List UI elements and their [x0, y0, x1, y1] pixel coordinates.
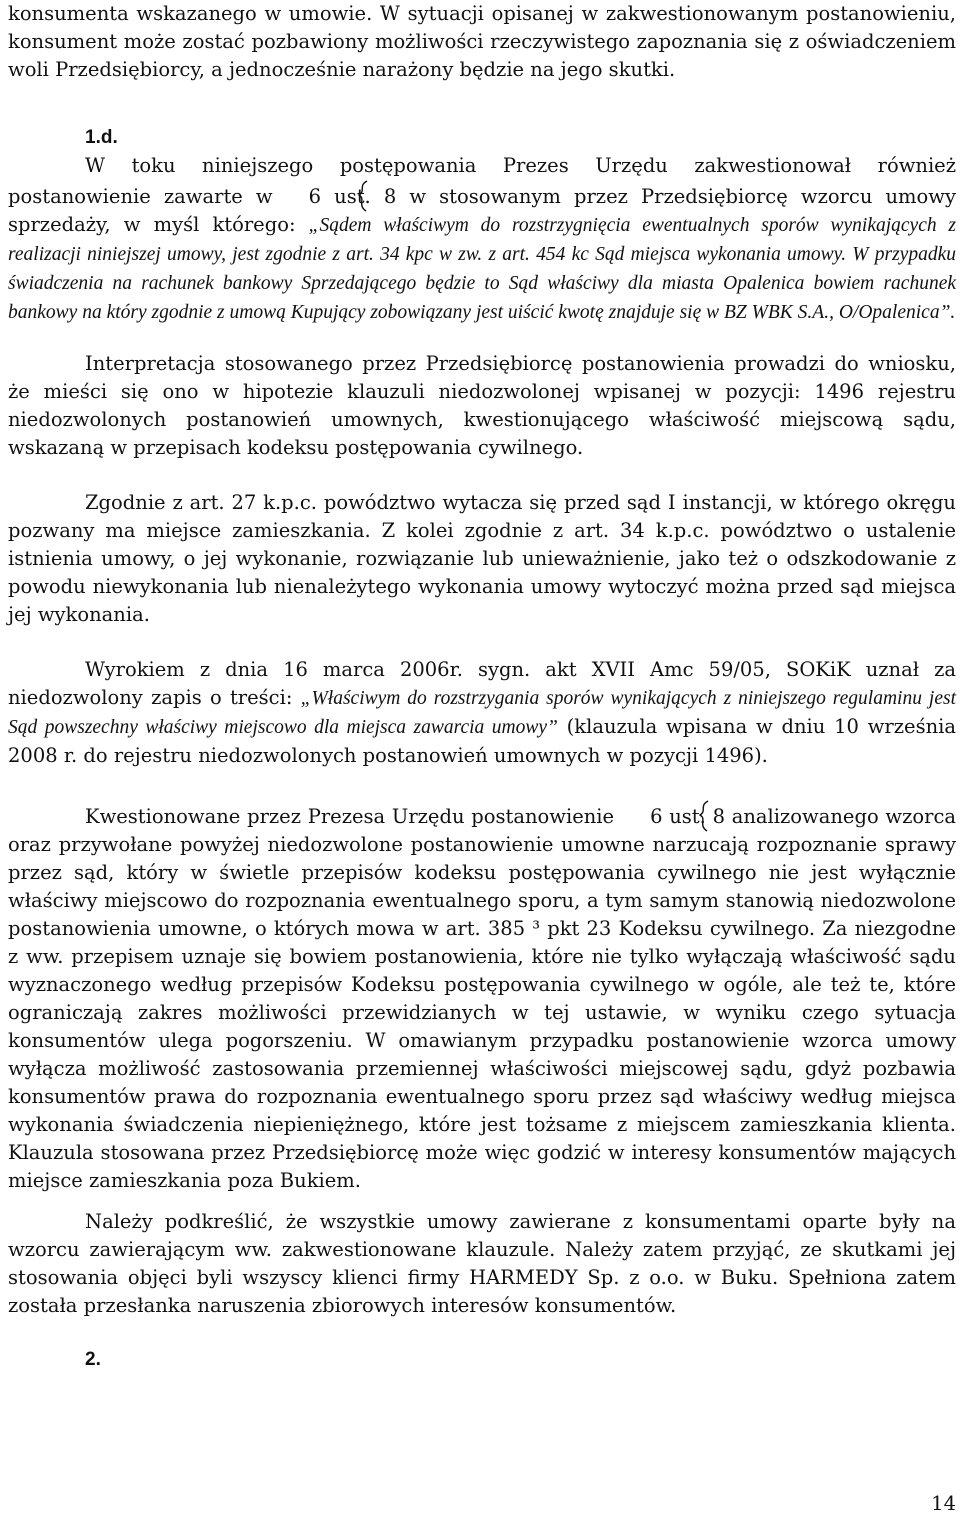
paragraph-3-text: Zgodnie z art. 27 k.p.c. powództwo wytacza się przed sąd I instancji, w którego okręgu pozwany ma miejsce zamieszkania. Z kolei zgodnie z art. 34 k.p.c. powództwo o ustalenie istnienia umowy, o jej wykonanie, rozwiązanie lub unieważnienie, jako też o odszkodowanie z powodu niewykonania lub nienależytego wykonania umowy wytoczyć można przed sąd miejsca jej wykonania.	[8, 491, 956, 626]
heading-1d: 1.d.	[85, 127, 118, 148]
paragraph-6	[8, 1208, 956, 1320]
section-heading-2	[8, 1346, 956, 1374]
p4-post: (klauzula wpisana w dniu 10 września 2008 r. do rejestru niedozwolonych postanowień umownych w pozycji 1496).	[8, 715, 956, 767]
p5-post: 6 ust. 8 analizowanego wzorca oraz przywołane powyżej niedozwolone postanowienie umowne narzucają rozpoznanie sprawy przez sąd, który w świetle przepisów kodeksu postępowania cywilnego nie jest wyłącznie właściwy miejscowo do rozpoznania ewentualnego sporu, a tym samym stanowią niedozwolone postanowienia umowne, o których mowa w art. 385 ³ pkt 23 Kodeksu cywilnego. Za niezgodne z ww. przepisem uznaje się bowiem postanowienia, które nie tylko wyłączają właściwość sądu wyznaczonego według przepisów Kodeksu postępowania cywilnego w ogóle, ale też te, które ograniczają zakres możliwości przewidzianych w tej ustawie, w wyniku czego sytuacja konsumentów ulega pogorszeniu. W omawianym przypadku postanowienie wzorca umowy wyłącza możliwość zastosowania przemiennej właściwości miejscowej sądu, gdyż pozbawia konsumentów prawa do rozpoznania ewentualnego sporu przez sąd właściwy według miejsca wykonania świadczenia niepieniężnego, które jest tożsame z miejscem zamieszkania klienta. Klauzula stosowana przez Przedsiębiorcę może więc godzić w interesy konsumentów mających miejsce zamieszkania poza Bukiem.	[8, 805, 957, 1192]
paragraph-5	[8, 800, 956, 1195]
paragraph-2	[8, 350, 956, 462]
p1-quote: „Sądem właściwym do rozstrzygnięcia ewentualnych sporów wynikających z realizacji niniejszej umowy, jest zgodnie z art. 34 kpc w zw. z art. 454 kc Sąd miejsca wykonania umowy. W przypadku świadczenia na rachunek bankowy Sprzedającego będzie to Sąd właściwy dla miasta Opalenica bowiem rachunek bankowy na który zgodnie z umową Kupujący zobowiązany jest uiścić kwotę znajduje się w BZ WBK S.A., O/Opalenica”.	[8, 215, 957, 323]
section-sign-icon	[277, 180, 293, 208]
p1-pre: W toku niniejszego postępowania Prezes Urzędu zakwestionował również postanowienie zawarte w	[8, 154, 956, 208]
paragraph-2-text: Interpretacja stosowanego przez Przedsiębiorcę postanowienia prowadzi do wniosku, że mieści się ono w hipotezie klauzuli niedozwolonej wpisanej w pozycji: 1496 rejestru niedozwolonych postanowień umownych, kwestionującego właściwość miejscową sądu, wskazaną w przepisach kodeksu postępowania cywilnego.	[8, 352, 956, 459]
paragraph-4	[8, 656, 956, 770]
section-sign-icon	[618, 800, 634, 828]
intro-paragraph	[8, 0, 956, 84]
paragraph-4-text	[8, 656, 956, 770]
section-heading-1d	[8, 124, 956, 152]
paragraph-5-text	[8, 800, 956, 1195]
p1-mid: 6 ust. 8 w stosowanym przez Przedsiębiorcę wzorcu umowy sprzedaży, w myśl którego:	[8, 185, 956, 236]
paragraph-1	[8, 152, 956, 327]
paragraph-1-text	[8, 152, 956, 327]
p4-pre: Wyrokiem z dnia 16 marca 2006r. sygn. akt XVII Amc 59/05, SOKiK uznał za niedozwolony zapis o treści:	[8, 658, 956, 709]
p4-quote: „Właściwym do rozstrzygania sporów wynikających z niniejszego regulaminu jest Sąd powszechny właściwy miejscowo dla miejsca zawarcia umowy”	[8, 688, 956, 738]
intro-text: konsumenta wskazanego w umowie. W sytuacji opisanej w zakwestionowanym postanowieniu, konsument może zostać pozbawiony możliwości rzeczywistego zapoznania się z oświadczeniem woli Przedsiębiorcy, a jednocześnie narażony będzie na jego skutki.	[8, 2, 956, 81]
paragraph-6-text: Należy podkreślić, że wszystkie umowy zawierane z konsumentami oparte były na wzorcu zawierającym ww. zakwestionowane klauzule. Należy zatem przyjąć, ze skutkami jej stosowania objęci byli wszyscy klienci firmy HARMEDY Sp. z o.o. w Buku. Spełniona zatem została przesłanka naruszenia zbiorowych interesów konsumentów.	[8, 1210, 956, 1317]
paragraph-3	[8, 489, 956, 629]
heading-2: 2.	[85, 1349, 101, 1370]
p5-pre: Kwestionowane przez Prezesa Urzędu postanowienie	[85, 805, 615, 828]
page-number: 14	[931, 1492, 956, 1515]
